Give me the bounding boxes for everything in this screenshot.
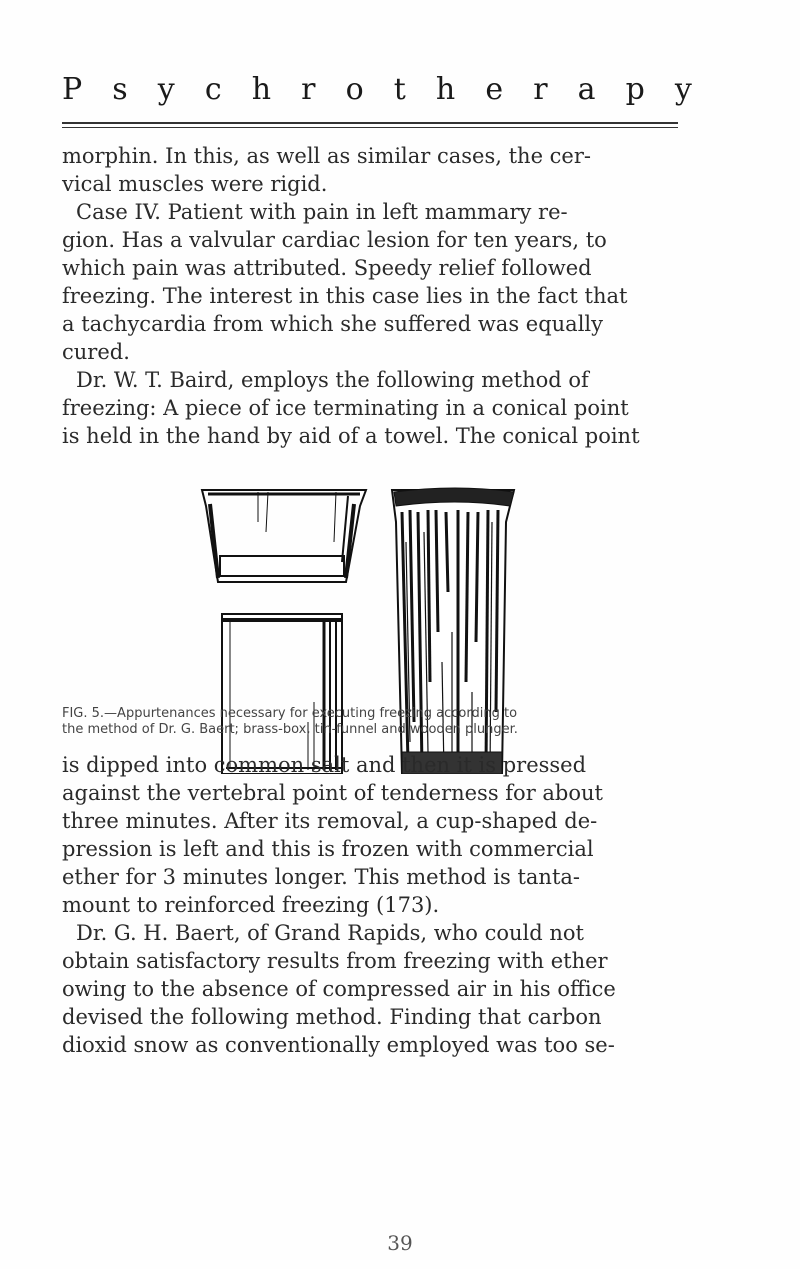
body-text-top bbox=[62, 142, 682, 450]
text-line: mount to reinforced freezing (173). bbox=[62, 893, 440, 917]
running-head-letter: o bbox=[345, 72, 364, 107]
text-line: against the vertebral point of tenderness for about bbox=[62, 781, 603, 805]
text-line: gion. Has a valvular cardiac lesion for ten years, to bbox=[62, 228, 607, 252]
body-text-bottom bbox=[62, 751, 682, 1059]
running-head-letter: t bbox=[393, 72, 406, 107]
text-line: vical muscles were rigid. bbox=[62, 172, 328, 196]
text-line: is dipped into common salt and then it is pressed bbox=[62, 753, 587, 777]
running-head-letter: s bbox=[112, 72, 128, 107]
figure-caption bbox=[62, 706, 680, 738]
text-line: owing to the absence of compressed air in his office bbox=[62, 977, 616, 1001]
text-line: three minutes. After its removal, a cup-shaped de- bbox=[62, 809, 598, 833]
text-line: a tachycardia from which she suffered was equally bbox=[62, 312, 603, 336]
running-head-letter: p bbox=[625, 72, 645, 107]
text-line: obtain satisfactory results from freezing with ether bbox=[62, 949, 608, 973]
running-head-letter: r bbox=[301, 72, 316, 107]
caption-line: FIG. 5.—Appurtenances necessary for executing freezing according to bbox=[62, 706, 518, 721]
running-head bbox=[62, 72, 692, 107]
header-rule bbox=[62, 122, 678, 124]
running-head-letter: c bbox=[204, 72, 222, 107]
text-line: dioxid snow as conventionally employed was too se- bbox=[62, 1033, 615, 1057]
text-line: cured. bbox=[62, 340, 130, 364]
header-rule-thin bbox=[62, 127, 678, 128]
text-line: which pain was attributed. Speedy relief followed bbox=[62, 256, 592, 280]
text-line: pression is left and this is frozen with commercial bbox=[62, 837, 594, 861]
text-line: Dr. G. H. Baert, of Grand Rapids, who could not bbox=[76, 921, 584, 945]
brass-box-lid bbox=[202, 490, 366, 582]
running-head-letter: P bbox=[62, 72, 83, 107]
running-head-letter: h bbox=[251, 72, 272, 107]
text-line: devised the following method. Finding that carbon bbox=[62, 1005, 602, 1029]
running-head-letter: e bbox=[485, 72, 504, 107]
text-line: Case IV. Patient with pain in left mammary re- bbox=[76, 200, 568, 224]
text-line: Dr. W. T. Baird, employs the following method of bbox=[76, 368, 589, 392]
running-head-letter: y bbox=[674, 72, 692, 107]
page-number: 39 bbox=[387, 1231, 413, 1255]
text-line: ether for 3 minutes longer. This method is tanta- bbox=[62, 865, 581, 889]
running-head-letter: y bbox=[157, 72, 175, 107]
text-line: morphin. In this, as well as similar cases, the cer- bbox=[62, 144, 591, 168]
text-line: freezing. The interest in this case lies in the fact that bbox=[62, 284, 628, 308]
text-line: freezing: A piece of ice terminating in a conical point bbox=[62, 396, 629, 420]
running-head-letter: r bbox=[533, 72, 548, 107]
running-head-letter: h bbox=[435, 72, 456, 107]
text-line: is held in the hand by aid of a towel. The conical point bbox=[62, 424, 640, 448]
caption-line: the method of Dr. G. Baert; brass-box, tin-funnel and wooden plunger. bbox=[62, 722, 518, 737]
running-head-letter: a bbox=[577, 72, 596, 107]
tin-funnel-box bbox=[222, 614, 342, 774]
